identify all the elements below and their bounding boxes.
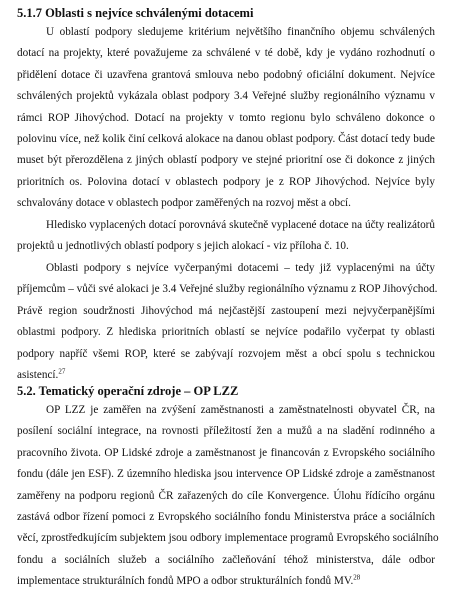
text-line: Oblasti podpory s nejvíce vyčerpanými dotacemi – tedy již vyplacenými na účty: [46, 262, 435, 274]
text-line: schválených projektů vykázala oblast podpory 3.4 Veřejné služby regionálního významu v: [17, 90, 435, 103]
text-line: U oblastí podpory sledujeme kritérium největšího finančního objemu schválených: [46, 26, 435, 38]
text-line: posílení sociální integrace, na rovnosti příležitostí žen a mužů a na sladění rodinného a: [17, 425, 435, 438]
section-heading-5-1-7: 5.1.7 Oblasti s nejvíce schválenými dotacemi: [17, 6, 254, 20]
text-line: Právě region soudržnosti Jihovýchod má nejčastější zastoupení mezi nejvyčerpanějšími: [17, 304, 435, 317]
text-line: pracovního života. OP Lidské zdroje a zaměstnanost je financován z Evropského sociálního: [17, 446, 435, 459]
text-line: zaměřeny na podporu regionů ČR zařazených do cíle Konvergence. Úlohu řídícího orgánu: [17, 489, 435, 502]
text-line: polovinu více, než kolik činí celková alokace na danou oblast podpory. Část dotací tedy bude: [17, 133, 435, 146]
paragraph-op-lzz: [17, 400, 439, 593]
paragraph-exhausted-areas: [17, 258, 438, 386]
text-line: dotací na projekty, které považujeme za schválené v té době, kdy je vydáno rozhodnutí o: [17, 47, 435, 60]
text-line: schvalovány dotace v oblastech podpor zaměřených na rozvoj měst a obcí.: [17, 197, 351, 210]
paragraph-paid-subsidies: [17, 215, 435, 258]
footnote-ref-27: 27: [58, 367, 66, 376]
text-line: projektů u jednotlivých oblastí podpory s jejich alokací - viz příloha č. 10.: [17, 240, 349, 253]
text-fragment: asistencí.: [17, 369, 59, 382]
text-line: oblastmi podpory. Z hlediska prioritních oblastí se nejvíce podařilo vyčerpat ty oblasti: [17, 326, 435, 339]
footnote-ref-28: 28: [353, 573, 361, 582]
text-line: příjemcům – vůči své alokaci je 3.4 Veřejné služby regionálního významu z ROP Jihovýchod.: [17, 283, 438, 296]
text-line: prioritních os. Polovina dotací v oblastech podpory je z ROP Jihovýchod. Nejvíce byly: [17, 175, 435, 188]
text-line: rámci ROP Jihovýchod. Dotací na projekty v tomto regionu bylo schváleno dokonce o: [17, 111, 435, 124]
text-line: zastává odbor řízení pomoci z Evropského sociálního fondu Ministerstva práce a sociálních: [17, 511, 435, 524]
text-line: věcí, zprostředkujícím subjektem jsou odbory implementace programů Evropského sociálního: [17, 532, 439, 545]
text-line: [17, 571, 435, 592]
text-line: muset být přerozdělena z jiných oblastí podpory ve stejné prioritní ose či dokonce z jiných: [17, 154, 435, 167]
text-line: Hledisko vyplacených dotací porovnává skutečně vyplacené dotace na účty realizátorů: [46, 219, 435, 231]
text-line: OP LZZ je zaměřen na zvýšení zaměstnanosti a zaměstnatelnosti obyvatel ČR, na: [46, 404, 435, 416]
text-line: fondu a sociálních služeb a sociálního začleňování téhož ministerstva, dále odbor: [17, 553, 435, 566]
text-fragment: implementace strukturálních fondů MPO a odbor strukturálních fondů MV.: [17, 575, 354, 588]
text-line: podpory napříč všemi ROP, které se zabývají rozvojem měst a obcí spolu s technickou: [17, 347, 435, 360]
paragraph-criteria: [17, 22, 435, 215]
text-line: přidělení dotace či uzavřena grantová smlouva nebo podobný oficiální dokument. Nejvíce: [17, 68, 435, 81]
section-heading-5-2: 5.2. Tematický operační zdroje – OP LZZ: [17, 384, 239, 398]
text-line: fondu (dále jen ESF). Z územního hlediska jsou intervence OP Lidské zdroje a zaměstnanost: [17, 468, 435, 481]
